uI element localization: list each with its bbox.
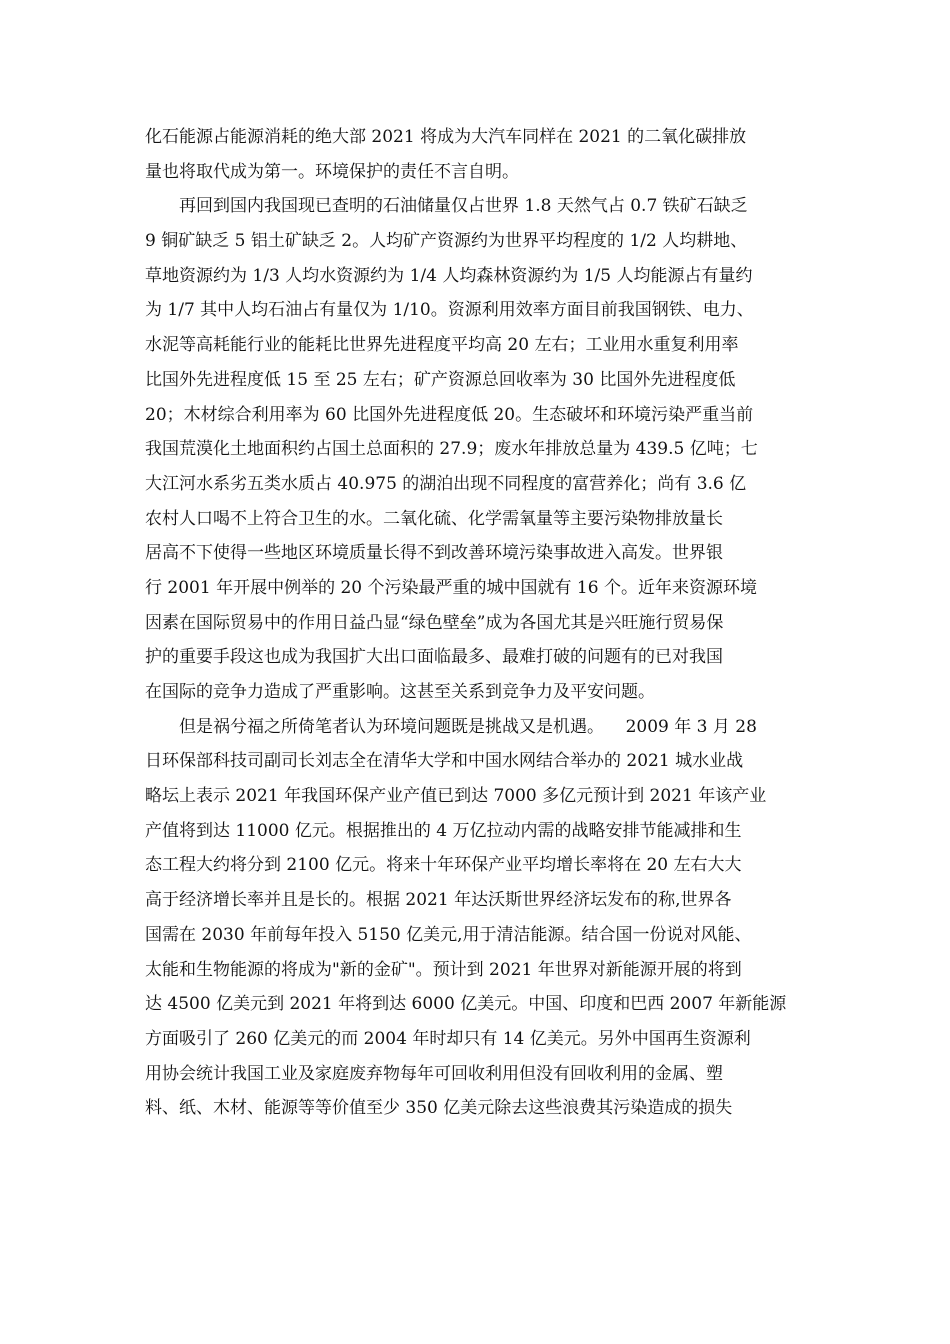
text-line: 比国外先进程度低 15 至 25 左右；矿产资源总回收率为 30 比国外先进程度低 <box>145 369 736 390</box>
text-line: 达 4500 亿美元到 2021 年将到达 6000 亿美元。中国、印度和巴西 2007 年新能源 <box>145 994 787 1015</box>
text-line: 20；木材综合利用率为 60 比国外先进程度低 20。生态破坏和环境污染严重当前 <box>145 404 754 425</box>
text-line: 料、纸、木材、能源等等价值至少 350 亿美元除去这些浪费其污染造成的损失 <box>145 1098 733 1119</box>
text-line: 用协会统计我国工业及家庭废弃物每年可回收利用但没有回收利用的金属、塑 <box>145 1063 723 1084</box>
text-line: 太能和生物能源的将成为"新的金矿"。预计到 2021 年世界对新能源开展的将到 <box>145 959 742 980</box>
text-line: 方面吸引了 260 亿美元的而 2004 年时却只有 14 亿美元。另外中国再生资源利 <box>145 1028 751 1049</box>
text-line: 态工程大约将分到 2100 亿元。将来十年环保产业平均增长率将在 20 左右大大 <box>145 855 742 876</box>
text-line: 9 铜矿缺乏 5 铝土矿缺乏 2。人均矿产资源约为世界平均程度的 1/2 人均耕地、 <box>145 231 748 252</box>
text-line: 为 1/7 其中人均石油占有量仅为 1/10。资源利用效率方面目前我国钢铁、电力、 <box>145 300 754 321</box>
text-line: 略坛上表示 2021 年我国环保产业产值已到达 7000 多亿元预计到 2021 年该产业 <box>145 786 767 807</box>
text-line: 水泥等高耗能行业的能耗比世界先进程度平均高 20 左右；工业用水重复利用率 <box>145 335 739 356</box>
text-line: 因素在国际贸易中的作用日益凸显“绿色壁垒”成为各国尤其是兴旺施行贸易保 <box>145 612 724 633</box>
text-line: 化石能源占能源消耗的绝大部 2021 将成为大汽车同样在 2021 的二氧化碳排放 <box>145 127 747 147</box>
text-line: 我国荒漠化土地面积约占国土总面积的 27.9；废水年排放总量为 439.5 亿吨；七 <box>145 439 758 460</box>
text-line: 大江河水系劣五类水质占 40.975 的湖泊出现不同程度的富营养化；尚有 3.6 亿 <box>145 473 747 494</box>
text-line: 高于经济增长率并且是长的。根据 2021 年达沃斯世界经济坛发布的称,世界各 <box>145 890 732 911</box>
text-line: 日环保部科技司副司长刘志全在清华大学和中国水网结合举办的 2021 城水业战 <box>145 751 744 772</box>
paragraph-start-line: 但是祸兮福之所倚笔者认为环境问题既是挑战又是机遇。 2009 年 3 月 28 <box>179 716 757 737</box>
text-line: 草地资源约为 1/3 人均水资源约为 1/4 人均森林资源约为 1/5 人均能源占有量约 <box>145 265 753 286</box>
text-line: 国需在 2030 年前每年投入 5150 亿美元,用于清洁能源。结合国一份说对风能、 <box>145 924 752 945</box>
paragraph-start-line: 再回到国内我国现已查明的石油储量仅占世界 1.8 天然气占 0.7 铁矿石缺乏 <box>179 196 748 217</box>
text-line: 量也将取代成为第一。环境保护的责任不言自明。 <box>145 161 519 182</box>
text-line: 护的重要手段这也成为我国扩大出口面临最多、最难打破的问题有的已对我国 <box>145 647 723 668</box>
text-line: 产值将到达 11000 亿元。根据推出的 4 万亿拉动内需的战略安排节能减排和生 <box>145 820 742 841</box>
text-line: 农村人口喝不上符合卫生的水。二氧化硫、化学需氧量等主要污染物排放量长 <box>145 508 723 529</box>
text-line: 在国际的竞争力造成了严重影响。这甚至关系到竞争力及平安问题。 <box>145 682 655 702</box>
text-line: 居高不下使得一些地区环境质量长得不到改善环境污染事故进入高发。世界银 <box>145 543 723 564</box>
text-line: 行 2001 年开展中例举的 20 个污染最严重的城中国就有 16 个。近年来资源环境 <box>145 577 757 598</box>
body-text <box>145 120 805 1126</box>
